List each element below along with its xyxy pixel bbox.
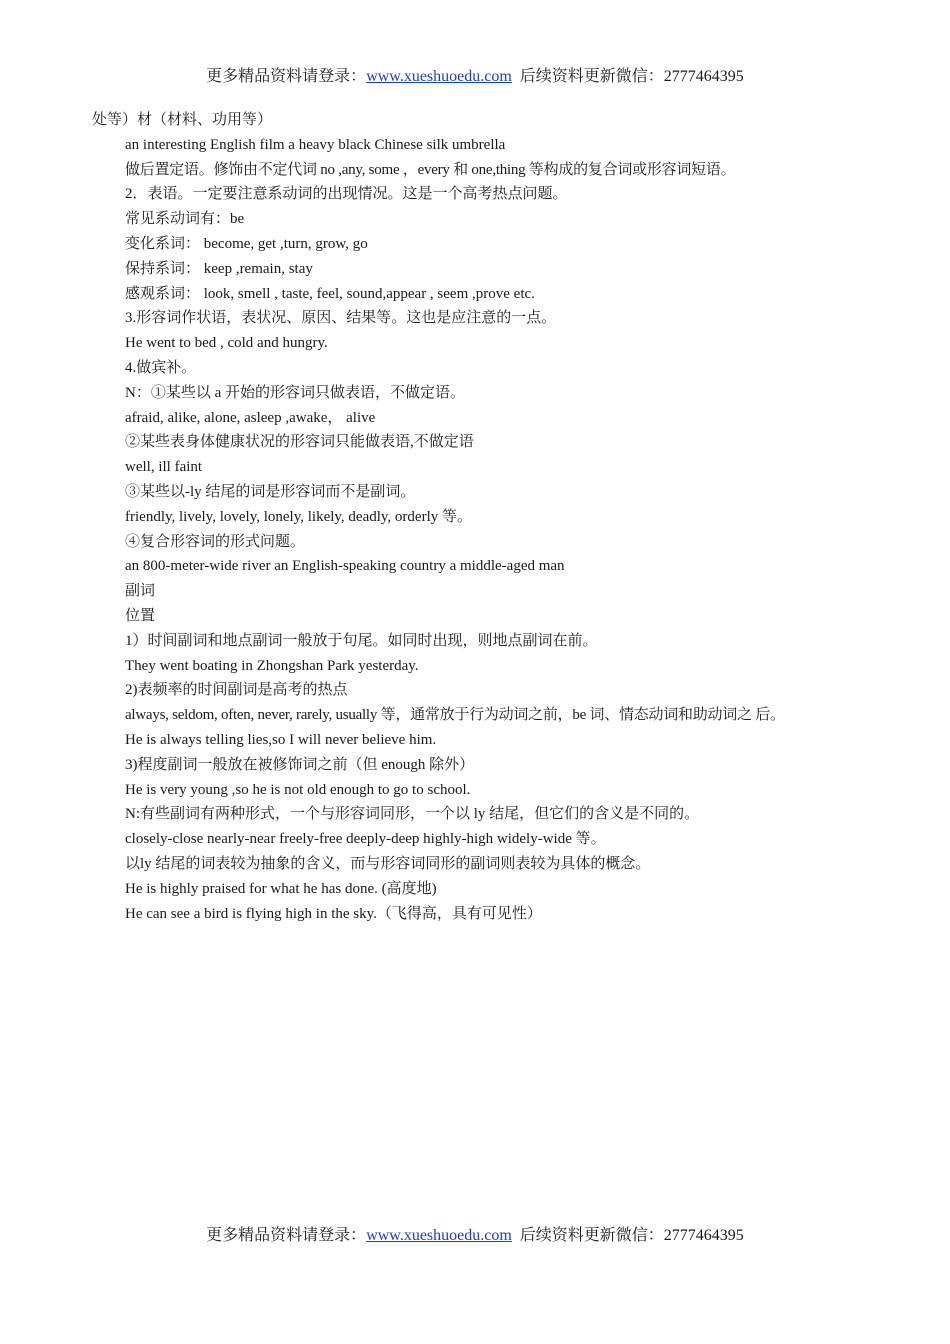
- text-line: 以ly 结尾的词表较为抽象的含义，而与形容词同形的副词则表较为具体的概念。: [125, 855, 651, 872]
- text-line: They went boating in Zhongshan Park yesterday.: [125, 657, 419, 674]
- text-line: an interesting English film a heavy black Chinese silk umbrella: [125, 136, 506, 153]
- footer-prefix: 更多精品资料请登录：: [206, 1227, 367, 1244]
- text-line: ④复合形容词的形式问题。: [125, 533, 306, 550]
- header-suffix: 后续资料更新微信：2777464395: [519, 68, 744, 85]
- document-body: [0, 108, 950, 926]
- text-line: closely-close nearly-near freely-free deeply-deep highly-high widely-wide 等。: [125, 831, 606, 848]
- text-line: 感观系词： look, smell , taste, feel, sound,appear , seem ,prove etc.: [125, 285, 535, 302]
- text-line: an 800-meter-wide river an English-speaking country a middle-aged man: [125, 558, 565, 575]
- text-line: ③某些以-ly 结尾的词是形容词而不是副词。: [125, 483, 416, 500]
- text-line: 2)表频率的时间副词是高考的热点: [125, 682, 348, 699]
- footer-suffix: 后续资料更新微信：2777464395: [519, 1227, 744, 1244]
- text-line: 3.形容词作状语，表状况、原因、结果等。这也是应注意的一点。: [125, 310, 557, 327]
- page-footer: [0, 1226, 950, 1246]
- text-line: He went to bed , cold and hungry.: [125, 335, 328, 352]
- header-website-link[interactable]: www.xueshuoedu.com: [366, 68, 512, 85]
- header-prefix: 更多精品资料请登录：: [206, 68, 367, 85]
- text-line: 处等）材（材料、功用等）: [92, 112, 273, 128]
- text-line: 副词: [125, 583, 156, 600]
- text-line: 常见系动词有：be: [125, 211, 245, 228]
- text-line: N：①某些以 a 开始的形容词只做表语，不做定语。: [125, 384, 465, 401]
- text-line: well, ill faint: [125, 459, 203, 476]
- text-line: afraid, alike, alone, asleep ,awake， alive: [125, 409, 376, 426]
- text-line: 1）时间副词和地点副词一般放于句尾。如同时出现，则地点副词在前。: [125, 632, 598, 649]
- text-line: ②某些表身体健康状况的形容词只能做表语,不做定语: [125, 434, 474, 451]
- text-line: 变化系词： become, get ,turn, grow, go: [125, 235, 368, 252]
- text-line: He is highly praised for what he has done. (高度地): [125, 880, 437, 897]
- page-header: [0, 67, 950, 87]
- footer-website-link[interactable]: www.xueshuoedu.com: [366, 1227, 512, 1244]
- text-line: 位置: [125, 607, 156, 624]
- text-line: 3)程度副词一般放在被修饰词之前（但 enough 除外）: [125, 756, 475, 773]
- text-line: 4.做宾补。: [125, 359, 197, 376]
- text-line: 2．表语。一定要注意系动词的出现情况。这是一个高考热点问题。: [125, 186, 568, 203]
- text-line: friendly, lively, lovely, lonely, likely, deadly, orderly 等。: [125, 508, 472, 525]
- text-line: 做后置定语。修饰由不定代词 no ,any, some ，every 和 one,thing 等构成的复合词或形容词短语。: [125, 161, 736, 178]
- text-line: He is very young ,so he is not old enough to go to school.: [125, 781, 471, 798]
- text-line: He can see a bird is flying high in the sky.（飞得高，具有可见性）: [125, 905, 542, 922]
- text-line: He is always telling lies,so I will never believe him.: [125, 731, 437, 748]
- text-line: always, seldom, often, never, rarely, usually 等，通常放于行为动词之前，be 词、情态动词和助动词之 后。: [125, 707, 785, 724]
- text-line: 保持系词： keep ,remain, stay: [125, 260, 313, 277]
- text-line: N:有些副词有两种形式，一个与形容词同形，一个以 ly 结尾，但它们的含义是不同的。: [125, 806, 700, 823]
